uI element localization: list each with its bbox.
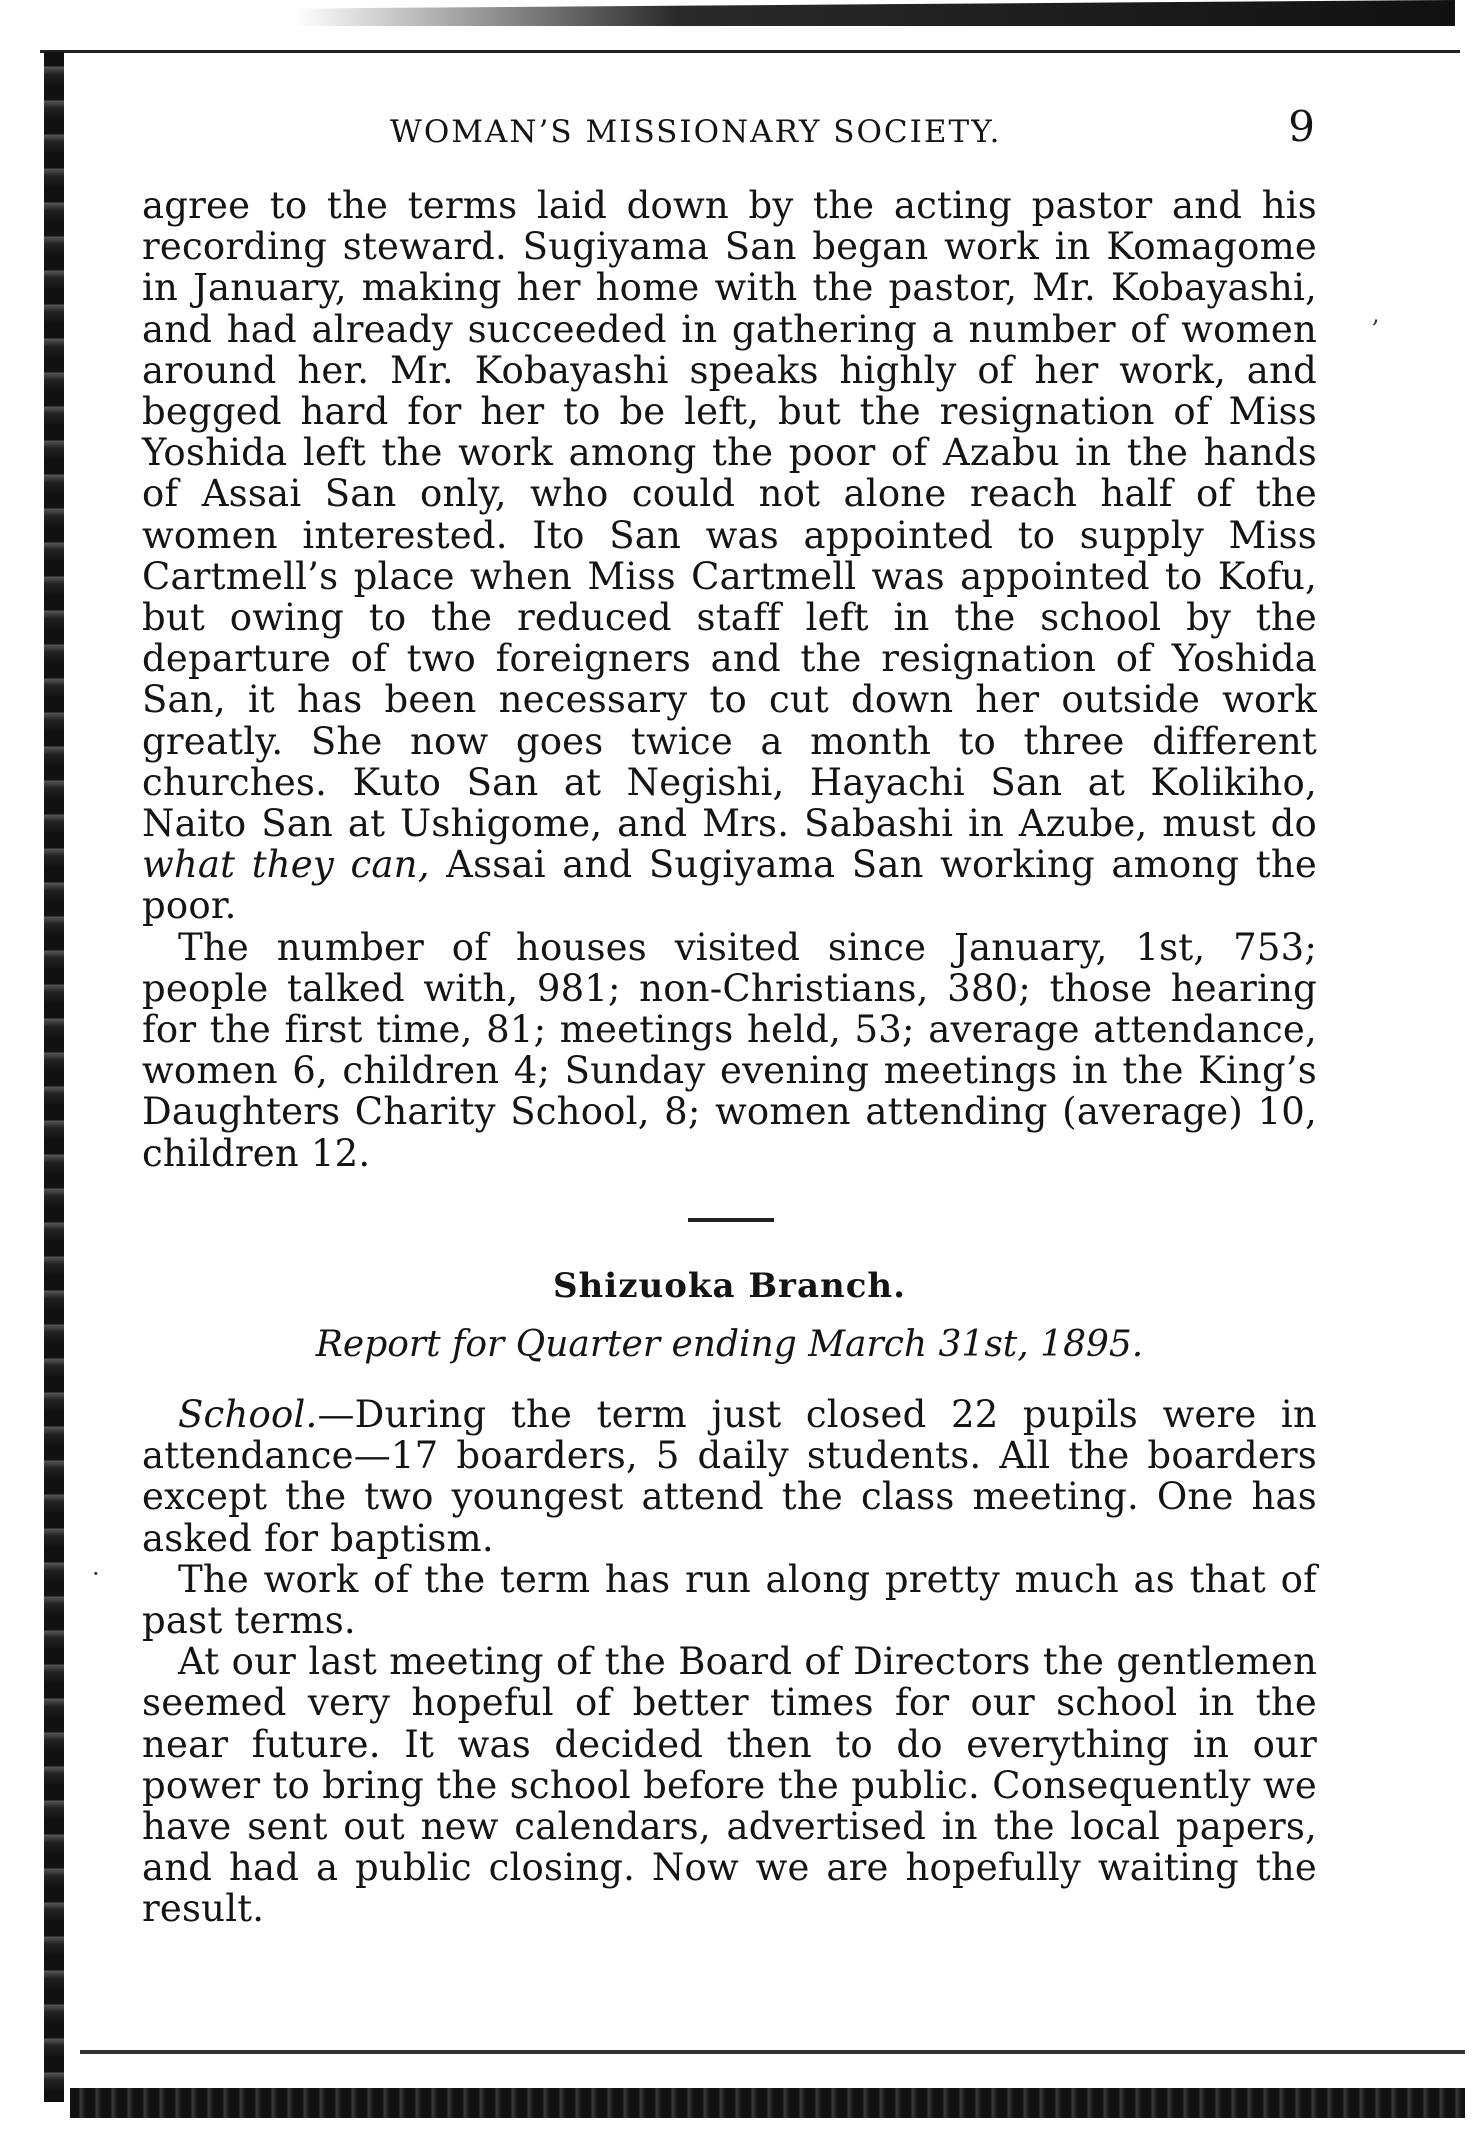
board-paragraph: At our last meeting of the Board of Directors the gentlemen seemed very hopeful of better times for our school in the near future. It was decided then to do everything in our power to bring the school before the public. Consequently we have sent out new calendars, advertised in the local papers, and had a public closing. Now we are hopefully waiting the result. [142,1640,1317,1931]
report-paragraph: agree to the terms laid down by the acting pastor and his recording steward. Sugiyama San began work in Komagome in January, making her home with the pastor, Mr. Kobayashi, and had already succeeded in gathering a number of women around her. Mr. Kobayashi speaks highly of her work, and begged hard for her to be left, but the resignation of Miss Yoshida left the work among the poor of Azabu in the hands of Assai San only, who could not alone reach half of the women interested. Ito San was appointed to supply Miss Cartmell’s place when Miss Cartmell was appointed to Kofu, but owing to the reduced staff left in the school by the departure of two foreigners and the resignation of Yoshida San, it has been necessary to cut down her outside work greatly. She now goes twice a month to three different churches. Kuto San at Negishi, Hayachi San at Kolikiho, Naito San at Ushigome, and Mrs. Sabashi in Azube, must do what they can, Assai and Sugiyama San working among the poor. [142,184,1317,928]
branch-heading: Shizuoka Branch. [553,1266,906,1306]
work-paragraph: The work of the term has run along pretty much as that of past terms. [142,1557,1317,1643]
section-divider [688,1218,774,1222]
continued-report [142,185,1317,1174]
school-paragraph: School.—During the term just closed 22 pupils were in attendance—17 boarders, 5 daily students. All the boarders except the two youngest attend the class meeting. One has asked for baptism. [142,1393,1317,1560]
statistics-paragraph: The number of houses visited since January, 1st, 753; people talked with, 981; non-Christians, 380; those hearing for the first time, 81; meetings held, 53; average attendance, women 6, children 4; Sunday evening meetings in the King’s Daughters Charity School, 8; women attending (average) 10, children 12. [142,925,1317,1175]
running-head [140,102,1315,158]
page-number: 9 [1288,102,1315,151]
report-subheading: Report for Quarter ending March 31st, 1895. [315,1324,1144,1365]
stray-mark: · [92,1560,100,1588]
scan-border-top [40,0,1455,26]
running-title: WOMAN’S MISSIONARY SOCIETY. [390,114,1002,150]
stray-mark: , [1372,300,1380,328]
scan-border-left [44,52,64,2102]
scan-border-bottom [70,2088,1465,2118]
scan-rule-top [40,50,1460,53]
branch-report [142,1394,1317,1930]
scan-rule-bottom [80,2050,1465,2054]
